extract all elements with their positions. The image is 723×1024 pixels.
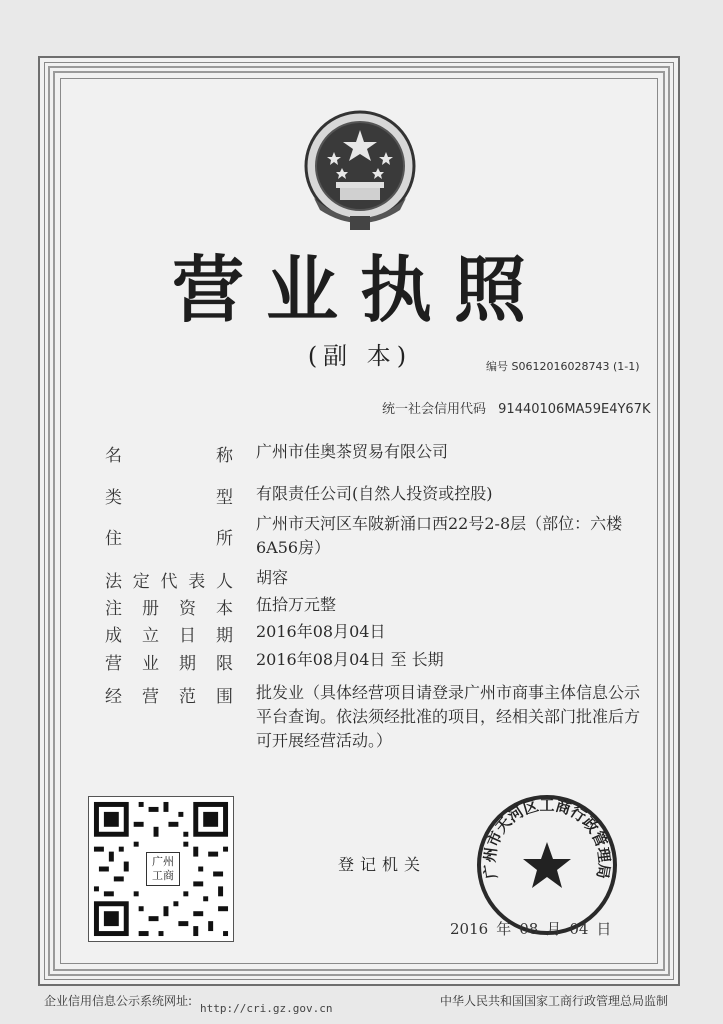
- field-value-scope: 批发业（具体经营项目请登录广州市商事主体信息公示平台查询。依法须经批准的项目，经相关部门批准后方可开展经营活动。）: [256, 683, 641, 750]
- credit-code-value: 91440106MA59E4Y67K: [498, 402, 651, 417]
- field-value-established: 2016年08月04日: [256, 622, 386, 641]
- field-label-capital: 注 册 资 本: [105, 599, 233, 619]
- field-label-established: 成 立 日 期: [105, 626, 233, 646]
- field-value-name: 广州市佳奥茶贸易有限公司: [256, 442, 449, 461]
- national-emblem-icon: [296, 108, 424, 238]
- credit-code-label: 统一社会信用代码: [382, 402, 487, 417]
- field-label-scope: 经 营 范 围: [105, 687, 233, 707]
- qr-center-logo: 广州 工商: [146, 852, 180, 886]
- field-label-legal-rep: 法 定 代 表 人: [105, 572, 233, 592]
- field-label-address: 住 所: [105, 529, 233, 549]
- document-number: 编号 S0612016028743 (1-1): [486, 360, 640, 373]
- field-value-term: 2016年08月04日 至 长期: [256, 650, 444, 669]
- field-label-name: 名 称: [105, 446, 233, 466]
- seal-text: 广州市天河区工商行政管理局: [480, 795, 614, 881]
- document-subtitle: (副 本): [307, 342, 413, 370]
- field-label-term: 营 业 期 限: [105, 654, 233, 674]
- field-value-address: 广州市天河区车陂新涌口西22号2-8层（部位：六楼6A56房）: [256, 514, 623, 557]
- field-label-type: 类 型: [105, 488, 233, 508]
- field-value-type: 有限责任公司(自然人投资或控股): [256, 484, 493, 503]
- footer-system-label: 企业信用信息公示系统网址:: [44, 994, 193, 1008]
- footer-url-link[interactable]: http://cri.gz.gov.cn: [200, 1002, 333, 1015]
- credit-code-line: [382, 398, 650, 417]
- field-value-legal-rep: 胡容: [256, 568, 289, 587]
- document-title: 营业执照: [171, 248, 548, 332]
- footer-issuer: 中华人民共和国国家工商行政管理总局监制: [440, 994, 669, 1008]
- issue-date: 2016 年 08 月 04 日: [450, 920, 612, 938]
- registrar-label: 登记机关: [338, 855, 427, 874]
- field-value-capital: 伍拾万元整: [256, 595, 337, 614]
